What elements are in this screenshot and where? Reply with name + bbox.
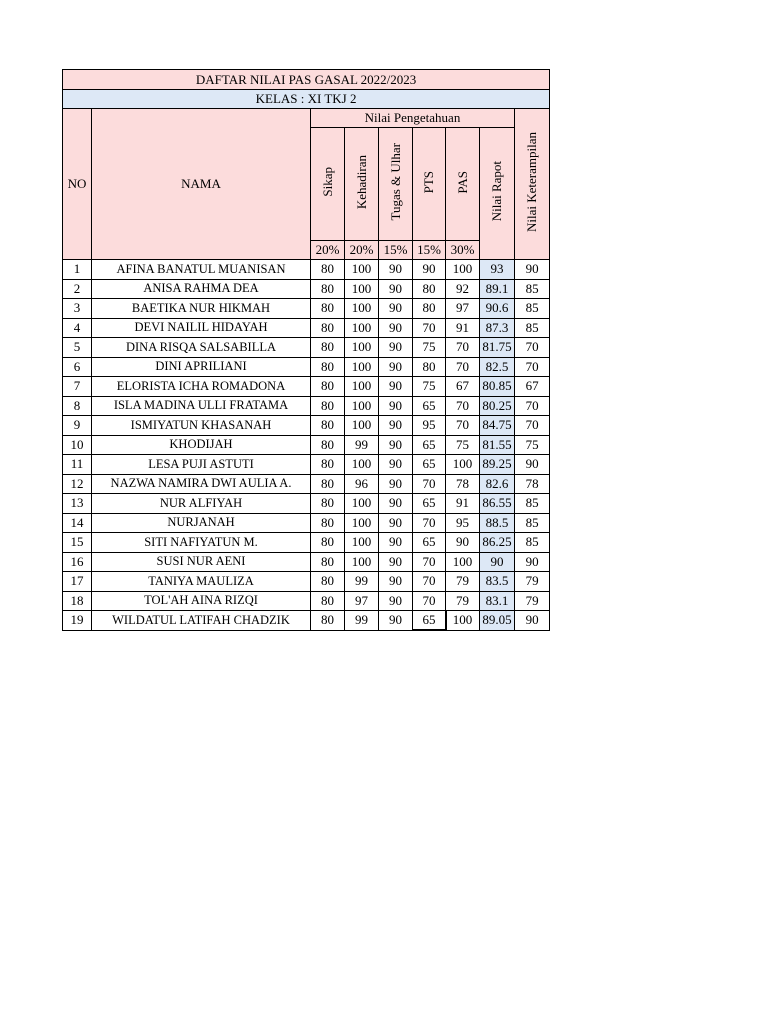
cell-keterampilan: 70: [515, 357, 550, 377]
cell-pts: 65: [413, 435, 446, 455]
class-label: KELAS : XI TKJ 2: [63, 90, 550, 109]
cell-tugas: 90: [379, 513, 413, 533]
cell-kehadiran: 100: [345, 533, 379, 553]
cell-no: 12: [63, 474, 92, 494]
col-header-kehadiran: [345, 128, 379, 241]
table-row: [63, 513, 550, 533]
cell-sikap: 80: [311, 318, 345, 338]
cell-nama: DINI APRILIANI: [92, 357, 311, 377]
cell-rapot: 83.5: [480, 572, 515, 592]
cell-keterampilan: 79: [515, 591, 550, 611]
cell-tugas: 90: [379, 474, 413, 494]
col-header-rapot-text: Nilai Rapot: [489, 161, 504, 222]
cell-nama: KHODIJAH: [92, 435, 311, 455]
cell-pas: 100: [446, 260, 480, 280]
cell-pts: 70: [413, 552, 446, 572]
cell-no: 16: [63, 552, 92, 572]
cell-kehadiran: 100: [345, 513, 379, 533]
cell-keterampilan: 85: [515, 533, 550, 553]
cell-kehadiran: 99: [345, 435, 379, 455]
cell-pas: 100: [446, 611, 480, 631]
cell-tugas: 90: [379, 377, 413, 397]
cell-no: 4: [63, 318, 92, 338]
cell-kehadiran: 100: [345, 377, 379, 397]
cell-kehadiran: 100: [345, 260, 379, 280]
cell-sikap: 80: [311, 357, 345, 377]
col-header-nama: NAMA: [92, 109, 311, 260]
cell-kehadiran: 100: [345, 396, 379, 416]
cell-tugas: 90: [379, 338, 413, 358]
table-row: [63, 455, 550, 475]
cell-sikap: 80: [311, 299, 345, 319]
cell-no: 14: [63, 513, 92, 533]
cell-tugas: 90: [379, 552, 413, 572]
cell-no: 9: [63, 416, 92, 436]
cell-kehadiran: 100: [345, 552, 379, 572]
cell-sikap: 80: [311, 279, 345, 299]
table-row: [63, 474, 550, 494]
cell-pas: 70: [446, 357, 480, 377]
cell-keterampilan: 85: [515, 299, 550, 319]
col-header-rapot: [480, 128, 515, 260]
cell-tugas: 90: [379, 260, 413, 280]
student-rows: [63, 260, 550, 631]
cell-kehadiran: 100: [345, 318, 379, 338]
table-row: [63, 338, 550, 358]
cell-tugas: 90: [379, 533, 413, 553]
cell-no: 18: [63, 591, 92, 611]
col-header-tugas: [379, 128, 413, 241]
cell-pas: 78: [446, 474, 480, 494]
cell-pas: 79: [446, 572, 480, 592]
cell-pts: 75: [413, 377, 446, 397]
cell-nama: NAZWA NAMIRA DWI AULIA A.: [92, 474, 311, 494]
table-row: [63, 435, 550, 455]
cell-rapot: 93: [480, 260, 515, 280]
cell-pts: 65: [413, 455, 446, 475]
cell-keterampilan: 67: [515, 377, 550, 397]
cell-pas: 91: [446, 494, 480, 514]
cell-tugas: 90: [379, 494, 413, 514]
table-row: [63, 299, 550, 319]
cell-pts: 80: [413, 279, 446, 299]
table-row: [63, 611, 550, 631]
cell-sikap: 80: [311, 572, 345, 592]
cell-rapot: 82.5: [480, 357, 515, 377]
cell-keterampilan: 85: [515, 318, 550, 338]
cell-keterampilan: 90: [515, 260, 550, 280]
weight-tugas: 15%: [379, 241, 413, 260]
cell-pas: 95: [446, 513, 480, 533]
cell-pts: 70: [413, 513, 446, 533]
cell-no: 5: [63, 338, 92, 358]
cell-nama: SUSI NUR AENI: [92, 552, 311, 572]
col-header-pts-text: PTS: [421, 170, 436, 194]
table-row: [63, 279, 550, 299]
table-row: [63, 396, 550, 416]
cell-tugas: 90: [379, 357, 413, 377]
cell-kehadiran: 100: [345, 279, 379, 299]
table-row: [63, 533, 550, 553]
cell-rapot: 90: [480, 552, 515, 572]
table-row: [63, 552, 550, 572]
cell-nama: TOL'AH AINA RIZQI: [92, 591, 311, 611]
cell-keterampilan: 90: [515, 455, 550, 475]
cell-rapot: 80.25: [480, 396, 515, 416]
cell-nama: BAETIKA NUR HIKMAH: [92, 299, 311, 319]
cell-pts: 80: [413, 299, 446, 319]
col-header-group-pengetahuan: Nilai Pengetahuan: [311, 109, 515, 128]
cell-rapot: 86.55: [480, 494, 515, 514]
cell-rapot: 81.75: [480, 338, 515, 358]
cell-pas: 75: [446, 435, 480, 455]
cell-pts: 70: [413, 474, 446, 494]
sheet-title: DAFTAR NILAI PAS GASAL 2022/2023: [63, 70, 550, 90]
table-row: [63, 416, 550, 436]
cell-nama: ELORISTA ICHA ROMADONA: [92, 377, 311, 397]
cell-pts: 65: [413, 396, 446, 416]
cell-nama: AFINA BANATUL MUANISAN: [92, 260, 311, 280]
cell-keterampilan: 70: [515, 416, 550, 436]
table-row: [63, 591, 550, 611]
cell-kehadiran: 99: [345, 611, 379, 631]
cell-sikap: 80: [311, 591, 345, 611]
table-row: [63, 377, 550, 397]
cell-nama: SITI NAFIYATUN M.: [92, 533, 311, 553]
table-row: [63, 572, 550, 592]
cell-pas: 100: [446, 455, 480, 475]
cell-nama: TANIYA MAULIZA: [92, 572, 311, 592]
cell-tugas: 90: [379, 455, 413, 475]
cell-kehadiran: 100: [345, 455, 379, 475]
cell-pas: 92: [446, 279, 480, 299]
cell-tugas: 90: [379, 572, 413, 592]
table-row: [63, 318, 550, 338]
cell-no: 10: [63, 435, 92, 455]
table-row: [63, 494, 550, 514]
cell-keterampilan: 90: [515, 552, 550, 572]
cell-nama: DINA RISQA SALSABILLA: [92, 338, 311, 358]
cell-no: 3: [63, 299, 92, 319]
cell-kehadiran: 99: [345, 572, 379, 592]
cell-rapot: 83.1: [480, 591, 515, 611]
cell-pas: 79: [446, 591, 480, 611]
cell-keterampilan: 85: [515, 513, 550, 533]
cell-keterampilan: 70: [515, 396, 550, 416]
cell-tugas: 90: [379, 279, 413, 299]
cell-pas: 67: [446, 377, 480, 397]
cell-rapot: 86.25: [480, 533, 515, 553]
cell-sikap: 80: [311, 611, 345, 631]
cell-nama: WILDATUL LATIFAH CHADZIK: [92, 611, 311, 631]
cell-rapot: 80.85: [480, 377, 515, 397]
cell-tugas: 90: [379, 611, 413, 631]
cell-rapot: 90.6: [480, 299, 515, 319]
cell-kehadiran: 97: [345, 591, 379, 611]
cell-kehadiran: 100: [345, 416, 379, 436]
cell-kehadiran: 100: [345, 338, 379, 358]
cell-keterampilan: 85: [515, 494, 550, 514]
cell-sikap: 80: [311, 494, 345, 514]
cell-sikap: 80: [311, 435, 345, 455]
cell-pts: 95: [413, 416, 446, 436]
weight-kehadiran: 20%: [345, 241, 379, 260]
cell-no: 11: [63, 455, 92, 475]
cell-nama: LESA PUJI ASTUTI: [92, 455, 311, 475]
cell-nama: NUR ALFIYAH: [92, 494, 311, 514]
weight-pts: 15%: [413, 241, 446, 260]
cell-rapot: 89.05: [480, 611, 515, 631]
col-header-no: NO: [63, 109, 92, 260]
cell-rapot: 82.6: [480, 474, 515, 494]
cell-keterampilan: 79: [515, 572, 550, 592]
col-header-kehadiran-text: Kehadiran: [353, 154, 369, 210]
grade-table: [62, 69, 550, 631]
cell-pts: 70: [413, 572, 446, 592]
stray-border-vertical: [446, 610, 447, 630]
cell-pts: 75: [413, 338, 446, 358]
cell-kehadiran: 100: [345, 299, 379, 319]
cell-pas: 91: [446, 318, 480, 338]
cell-sikap: 80: [311, 552, 345, 572]
cell-nama: ISMIYATUN KHASANAH: [92, 416, 311, 436]
cell-sikap: 80: [311, 338, 345, 358]
cell-kehadiran: 100: [345, 494, 379, 514]
weight-pas: 30%: [446, 241, 480, 260]
cell-pas: 100: [446, 552, 480, 572]
cell-rapot: 87.3: [480, 318, 515, 338]
cell-tugas: 90: [379, 416, 413, 436]
cell-tugas: 90: [379, 299, 413, 319]
stray-border-horizontal: [413, 629, 446, 630]
col-header-pas-text: PAS: [454, 170, 470, 194]
cell-tugas: 90: [379, 435, 413, 455]
cell-no: 1: [63, 260, 92, 280]
col-header-sikap-text: Sikap: [319, 167, 335, 197]
cell-pts: 65: [413, 533, 446, 553]
weight-sikap: 20%: [311, 241, 345, 260]
col-header-keterampilan-text: Nilai Keterampilan: [524, 132, 540, 232]
col-header-pas: [446, 128, 480, 241]
cell-rapot: 89.1: [480, 279, 515, 299]
cell-rapot: 84.75: [480, 416, 515, 436]
cell-rapot: 89.25: [480, 455, 515, 475]
cell-keterampilan: 85: [515, 279, 550, 299]
cell-keterampilan: 70: [515, 338, 550, 358]
cell-tugas: 90: [379, 591, 413, 611]
cell-pas: 70: [446, 416, 480, 436]
cell-no: 13: [63, 494, 92, 514]
cell-sikap: 80: [311, 377, 345, 397]
cell-pas: 97: [446, 299, 480, 319]
cell-no: 7: [63, 377, 92, 397]
cell-nama: ISLA MADINA ULLI FRATAMA: [92, 396, 311, 416]
cell-sikap: 80: [311, 533, 345, 553]
cell-no: 19: [63, 611, 92, 631]
cell-keterampilan: 75: [515, 435, 550, 455]
cell-sikap: 80: [311, 474, 345, 494]
cell-pas: 70: [446, 338, 480, 358]
col-header-keterampilan: [515, 109, 550, 260]
cell-sikap: 80: [311, 260, 345, 280]
cell-no: 8: [63, 396, 92, 416]
col-header-sikap: [311, 128, 345, 241]
cell-pts: 65: [413, 611, 446, 631]
cell-keterampilan: 78: [515, 474, 550, 494]
cell-pts: 90: [413, 260, 446, 280]
cell-kehadiran: 96: [345, 474, 379, 494]
cell-rapot: 88.5: [480, 513, 515, 533]
col-header-tugas-text: Tugas & Ulhar: [387, 143, 403, 221]
cell-sikap: 80: [311, 455, 345, 475]
cell-no: 17: [63, 572, 92, 592]
cell-sikap: 80: [311, 396, 345, 416]
cell-nama: NURJANAH: [92, 513, 311, 533]
cell-kehadiran: 100: [345, 357, 379, 377]
cell-keterampilan: 90: [515, 611, 550, 631]
cell-rapot: 81.55: [480, 435, 515, 455]
cell-no: 2: [63, 279, 92, 299]
cell-pts: 70: [413, 591, 446, 611]
cell-pas: 70: [446, 396, 480, 416]
cell-sikap: 80: [311, 513, 345, 533]
cell-sikap: 80: [311, 416, 345, 436]
table-row: [63, 260, 550, 280]
cell-tugas: 90: [379, 318, 413, 338]
cell-pts: 65: [413, 494, 446, 514]
cell-pts: 80: [413, 357, 446, 377]
col-header-pts: [413, 128, 446, 241]
cell-pas: 90: [446, 533, 480, 553]
cell-nama: ANISA RAHMA DEA: [92, 279, 311, 299]
cell-no: 15: [63, 533, 92, 553]
cell-no: 6: [63, 357, 92, 377]
cell-pts: 70: [413, 318, 446, 338]
table-row: [63, 357, 550, 377]
cell-tugas: 90: [379, 396, 413, 416]
cell-nama: DEVI NAILIL HIDAYAH: [92, 318, 311, 338]
